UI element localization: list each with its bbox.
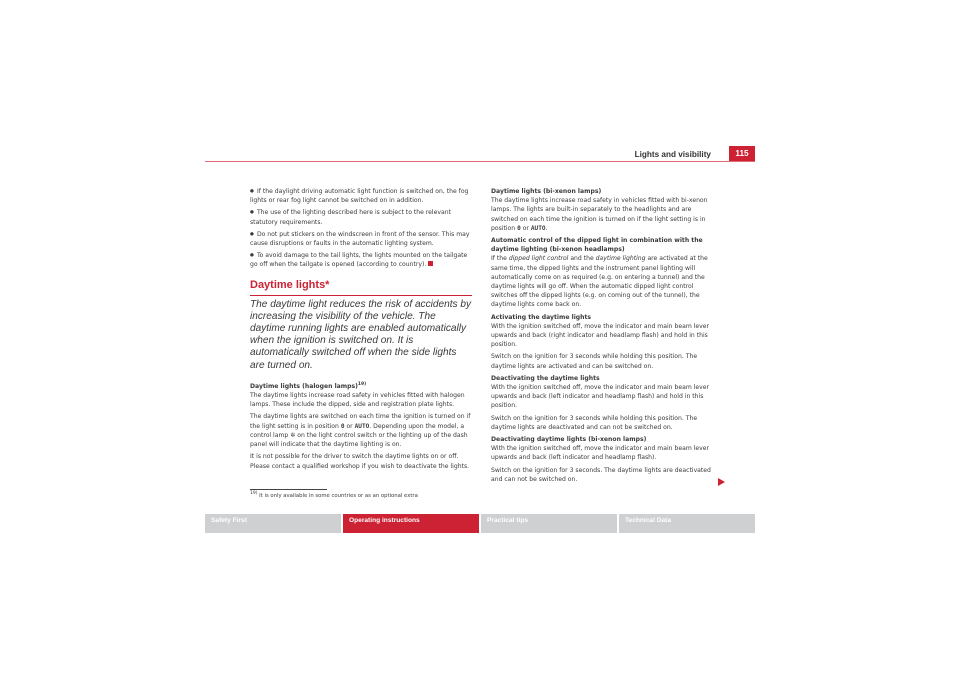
paragraph — [250, 412, 472, 449]
right-column — [491, 187, 713, 487]
subheading-activating: Activating the daytime lights — [491, 313, 592, 321]
subheading-deactivating-bixenon: Deactivating daytime lights (bi-xenon lamps) — [491, 436, 647, 444]
switch-position-auto: AUTO — [354, 422, 370, 430]
paragraph: The daytime lights increase road safety in vehicles fitted with bi-xenon lamps. The lights are built-in separately to the headlights and are switched on each time the ignition is turned on if the light setting is in position 0 or AUTO. — [491, 197, 708, 232]
text-run: or — [346, 422, 353, 430]
footnote-divider — [250, 489, 327, 490]
subheading-auto-control: Automatic control of the dipped light in combination with the daytime lighting (bi-xenon headlamps) — [491, 237, 703, 254]
paragraph: Switch on the ignition for 3 seconds. The daytime lights are deactivated and can not be switched on. — [491, 466, 711, 483]
bullet-item: ● The use of the lighting described here is subject to the relevant statutory requirements. — [250, 208, 472, 226]
bullet-item: ● Do not put stickers on the windscreen in front of the sensor. This may cause disruptions or faults in the automatic lighting system. — [250, 230, 472, 248]
footnote-ref: 19) — [357, 381, 367, 387]
tab-safety-first[interactable]: Safety First — [205, 514, 341, 533]
tab-operating-instructions[interactable]: Operating instructions — [343, 514, 479, 533]
bullet-item — [250, 251, 472, 269]
emphasis: daytime lighting — [595, 255, 646, 263]
text-run: The daytime lights increase road safety in vehicles fitted with bi-xenon lamps. The lights are built-in separately to the headlights and are switched on each time the ignition is turned on if the light setting is in position — [491, 197, 708, 232]
left-column — [250, 187, 472, 474]
text-run: The daytime lights are switched on each time the ignition is turned on if the light setting is in position — [250, 413, 471, 430]
footnote — [250, 491, 418, 499]
switch-position-0: 0 — [517, 224, 521, 232]
tab-technical-data[interactable]: Technical Data — [619, 514, 755, 533]
text-run: If the — [491, 255, 507, 263]
page-number: 115 — [729, 146, 755, 161]
subheading-text: Daytime lights (halogen lamps) — [250, 382, 358, 390]
paragraph — [491, 254, 713, 309]
footnote-marker: 19) — [250, 491, 258, 496]
subheading-deactivating: Deactivating the daytime lights — [491, 374, 600, 382]
bullet-item: ● If the daylight driving automatic light function is switched on, the fog lights or rear fog light cannot be switched on in addition. — [250, 187, 472, 205]
text-run: and the — [570, 255, 594, 263]
footnote-text: It is only available in some countries or as an optional extra — [259, 492, 418, 499]
switch-position-auto: AUTO — [530, 224, 546, 232]
paragraph: With the ignition switched off, move the indicator and main beam lever upwards and back (left indicator and headlamp flash) and hold in this position. — [491, 384, 709, 410]
paragraph: With the ignition switched off, move the indicator and main beam lever upwards and back (left indicator and headlamp flash). — [491, 445, 709, 462]
section-end-mark — [428, 261, 433, 266]
bullet-text: To avoid damage to the tail lights, the lights mounted on the tailgate go off when the tailgate is opened (according to country). — [250, 252, 468, 269]
text-run: or — [522, 224, 529, 232]
section-heading: Daytime lights* — [250, 278, 330, 291]
switch-position-0: 0 — [340, 422, 345, 430]
section-intro: The daytime light reduces the risk of accidents by increasing the visibility of the vehicle. The daytime running lights are enabled automatically when the ignition is switched on. It is automatically switched off when the side lights are turned on. — [250, 298, 472, 371]
daytime-lamp-icon: ✲ — [290, 431, 296, 439]
subheading-bixenon: Daytime lights (bi-xenon lamps) — [491, 188, 602, 195]
text-run: on the light control switch or the lighting up of the dash panel will indicate that the daytime lighting is on. — [250, 431, 468, 449]
page-header — [205, 146, 755, 162]
subheading-halogen — [250, 380, 472, 391]
next-page-arrow-icon[interactable] — [718, 478, 725, 486]
paragraph: It is not possible for the driver to switch the daytime lights on or off. Please contact a qualified workshop if you wish to deactivate the lights. — [250, 453, 470, 470]
paragraph: Switch on the ignition for 3 seconds while holding this position. The daytime lights are deactivated and can not be switched on. — [491, 414, 698, 431]
tab-practical-tips[interactable]: Practical tips — [481, 514, 617, 533]
paragraph: With the ignition switched off, move the indicator and main beam lever upwards and back (right indicator and headlamp flash) and hold in this position. — [491, 322, 709, 349]
emphasis: dipped light control — [508, 255, 569, 263]
paragraph: Switch on the ignition for 3 seconds while holding this position. The daytime lights are activated and can be switched on. — [491, 353, 698, 370]
section-divider — [250, 295, 472, 296]
text-run: . Depending upon the model, a control lamp — [250, 422, 465, 439]
footer-nav — [205, 514, 755, 533]
chapter-title: Lights and visibility — [634, 150, 711, 159]
paragraph: The daytime lights increase road safety in vehicles fitted with halogen lamps. These include the dipped, side and registration plate lights. — [250, 392, 465, 409]
text-run: are activated at the same time, the dipped lights and the instrument panel lighting will automatically come on as required (e.g. on entering a tunnel) and the daytime lights will go off. When the automatic dipped light control switches off the dipped lights (e.g. on coming out of the tunnel), the daytime lights come back on. — [491, 255, 708, 309]
